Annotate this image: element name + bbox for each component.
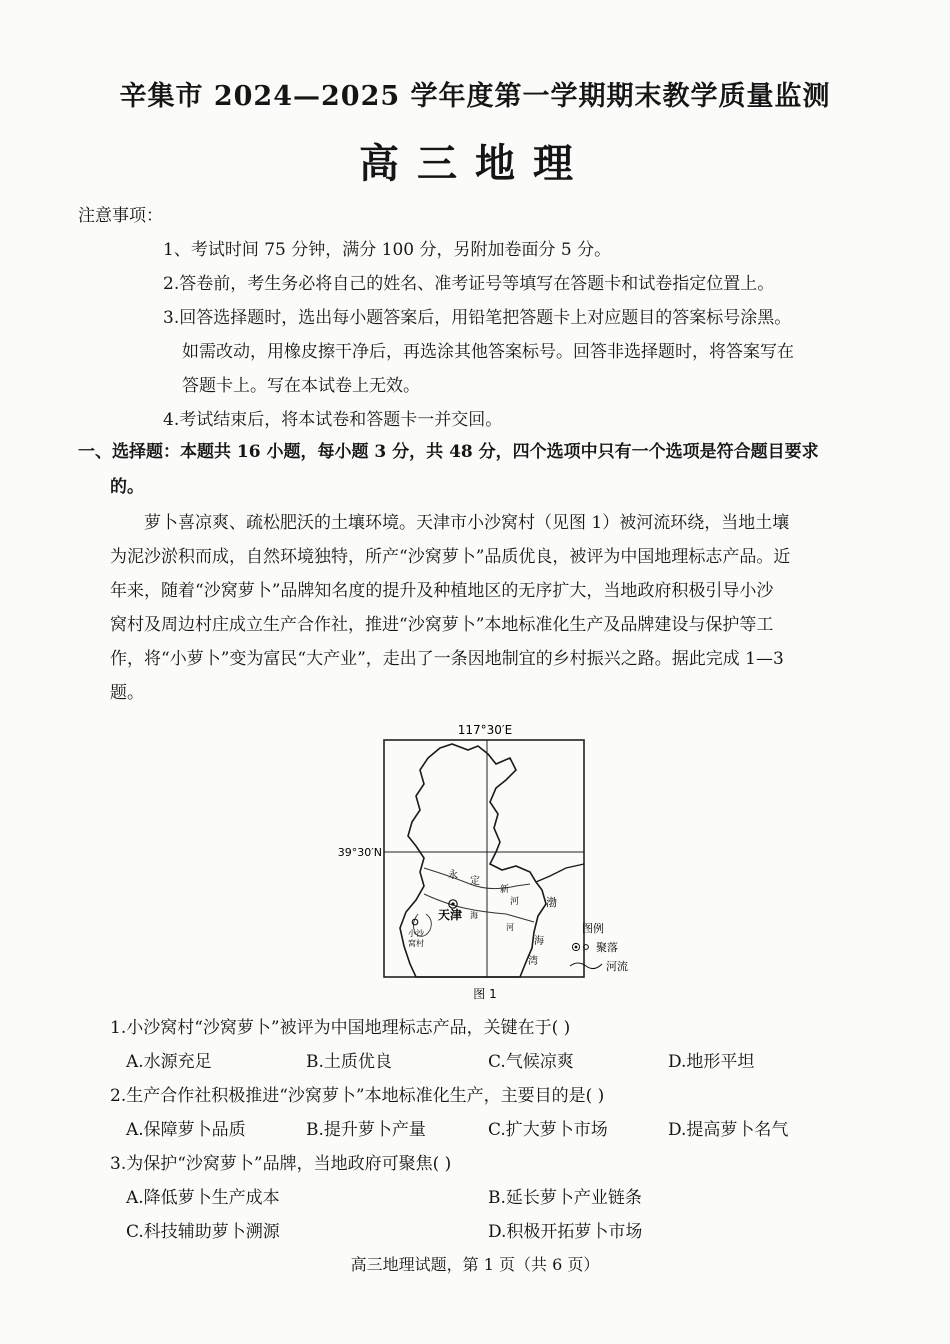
legend-settlement-label: 聚落 [596,941,618,954]
passage-line-6: 题。 [110,683,144,703]
passage-line-2: 为泥沙淤积而成，自然环境独特，所产“沙窝萝卜”品质优良，被评为中国地理标志产品。近 [110,547,791,567]
subject-title: 高三地理 [359,140,591,187]
q3-option-d[interactable]: D.积极开拓萝卜市场 [488,1222,643,1242]
notice-item-4: 4.考试结束后，将本试卷和答题卡一并交回。 [163,410,503,430]
q1-option-a[interactable]: A.水源充足 [126,1052,212,1072]
map-river-xin-2: 河 [510,897,520,907]
q1-option-d[interactable]: D.地形平坦 [668,1052,755,1072]
notice-item-3-cont: 如需改动，用橡皮擦干净后，再选涂其他答案标号。回答非选择题时，将答案写在 [182,342,794,362]
notice-heading: 注意事项： [78,206,163,226]
map-bay-3: 湾 [528,956,538,967]
q2-option-a[interactable]: A.保障萝卜品质 [126,1120,246,1140]
question-2-stem: 2.生产合作社积极推进“沙窝萝卜”本地标准化生产，主要目的是( ) [110,1086,605,1106]
map-lat-label: 39°30′N [337,846,382,859]
bohai-coast [536,864,584,882]
q3-option-b[interactable]: B.延长萝卜产业链条 [488,1188,642,1208]
map-river-xin-1: 新 [500,885,510,895]
map-river-yongding-1: 永 [448,870,458,881]
question-3-stem: 3.为保护“沙窝萝卜”品牌，当地政府可聚焦( ) [110,1154,452,1174]
notice-item-2: 2.答卷前，考生务必将自己的姓名、准考证号等填写在答题卡和试卷指定位置上。 [163,274,775,294]
exam-title: 辛集市 2024—2025 学年度第一学期期末教学质量监测 [119,81,831,112]
passage-line-4: 窝村及周边村庄成立生产合作社，推进“沙窝萝卜”本地标准化生产及品牌建设与保护等工 [110,615,774,635]
map-city-label: 天津 [438,908,463,922]
q1-option-c[interactable]: C.气候凉爽 [488,1052,574,1072]
map-bay-1: 渤 [546,896,557,909]
map-caption: 图 1 [473,987,497,1001]
notice-item-3: 3.回答选择题时，选出每小题答案后，用铅笔把答题卡上对应题目的答案标号涂黑。 [163,308,792,328]
section-heading-cont: 的。 [110,477,144,497]
passage-line-5: 作，将“小萝卜”变为富民“大产业”，走出了一条因地制宜的乡村振兴之路。据此完成 1—3 [110,649,784,669]
question-1-stem: 1.小沙窝村“沙窝萝卜”被评为中国地理标志产品，关键在于( ) [110,1018,571,1038]
q3-option-c[interactable]: C.科技辅助萝卜溯源 [126,1222,280,1242]
legend-title: 图例 [582,922,604,935]
passage-line-3: 年来，随着“沙窝萝卜”品牌知名度的提升及种植地区的无序扩大，当地政府积极引导小沙 [110,581,774,601]
q2-option-c[interactable]: C.扩大萝卜市场 [488,1120,608,1140]
legend-settlement-dot-icon [575,946,578,949]
q3-option-a[interactable]: A.降低萝卜生产成本 [126,1188,280,1208]
map-bay-2: 海 [534,936,544,947]
map-river-hai-1: 海 [470,911,478,920]
legend-river-icon [570,963,602,969]
map-village-label-2: 窝村 [408,939,424,948]
tianjin-marker-dot-icon [451,902,454,905]
village-marker-icon [412,919,418,925]
section-heading: 一、选择题：本题共 16 小题，每小题 3 分，共 48 分，四个选项中只有一个选项是符合题目要求 [78,442,819,462]
q2-option-b[interactable]: B.提升萝卜产量 [306,1120,426,1140]
q1-option-b[interactable]: B.土质优良 [306,1052,392,1072]
notice-item-1: 1、考试时间 75 分钟，满分 100 分，另附加卷面分 5 分。 [163,240,612,260]
notice-item-3-end: 答题卡上。写在本试卷上无效。 [182,376,420,396]
map-village-label-1: 小沙 [408,929,424,938]
passage-line-1: 萝卜喜凉爽、疏松肥沃的土壤环境。天津市小沙窝村（见图 1）被河流环绕，当地土壤 [144,513,790,533]
legend-river-label: 河流 [606,960,628,973]
map-river-hai-2: 河 [506,923,514,932]
q2-option-d[interactable]: D.提高萝卜名气 [668,1120,789,1140]
map-figure [320,718,660,1008]
page-footer: 高三地理试题，第 1 页（共 6 页） [350,1255,600,1274]
map-river-yongding-2: 定 [470,876,480,887]
map-lon-label: 117°30′E [457,723,513,737]
